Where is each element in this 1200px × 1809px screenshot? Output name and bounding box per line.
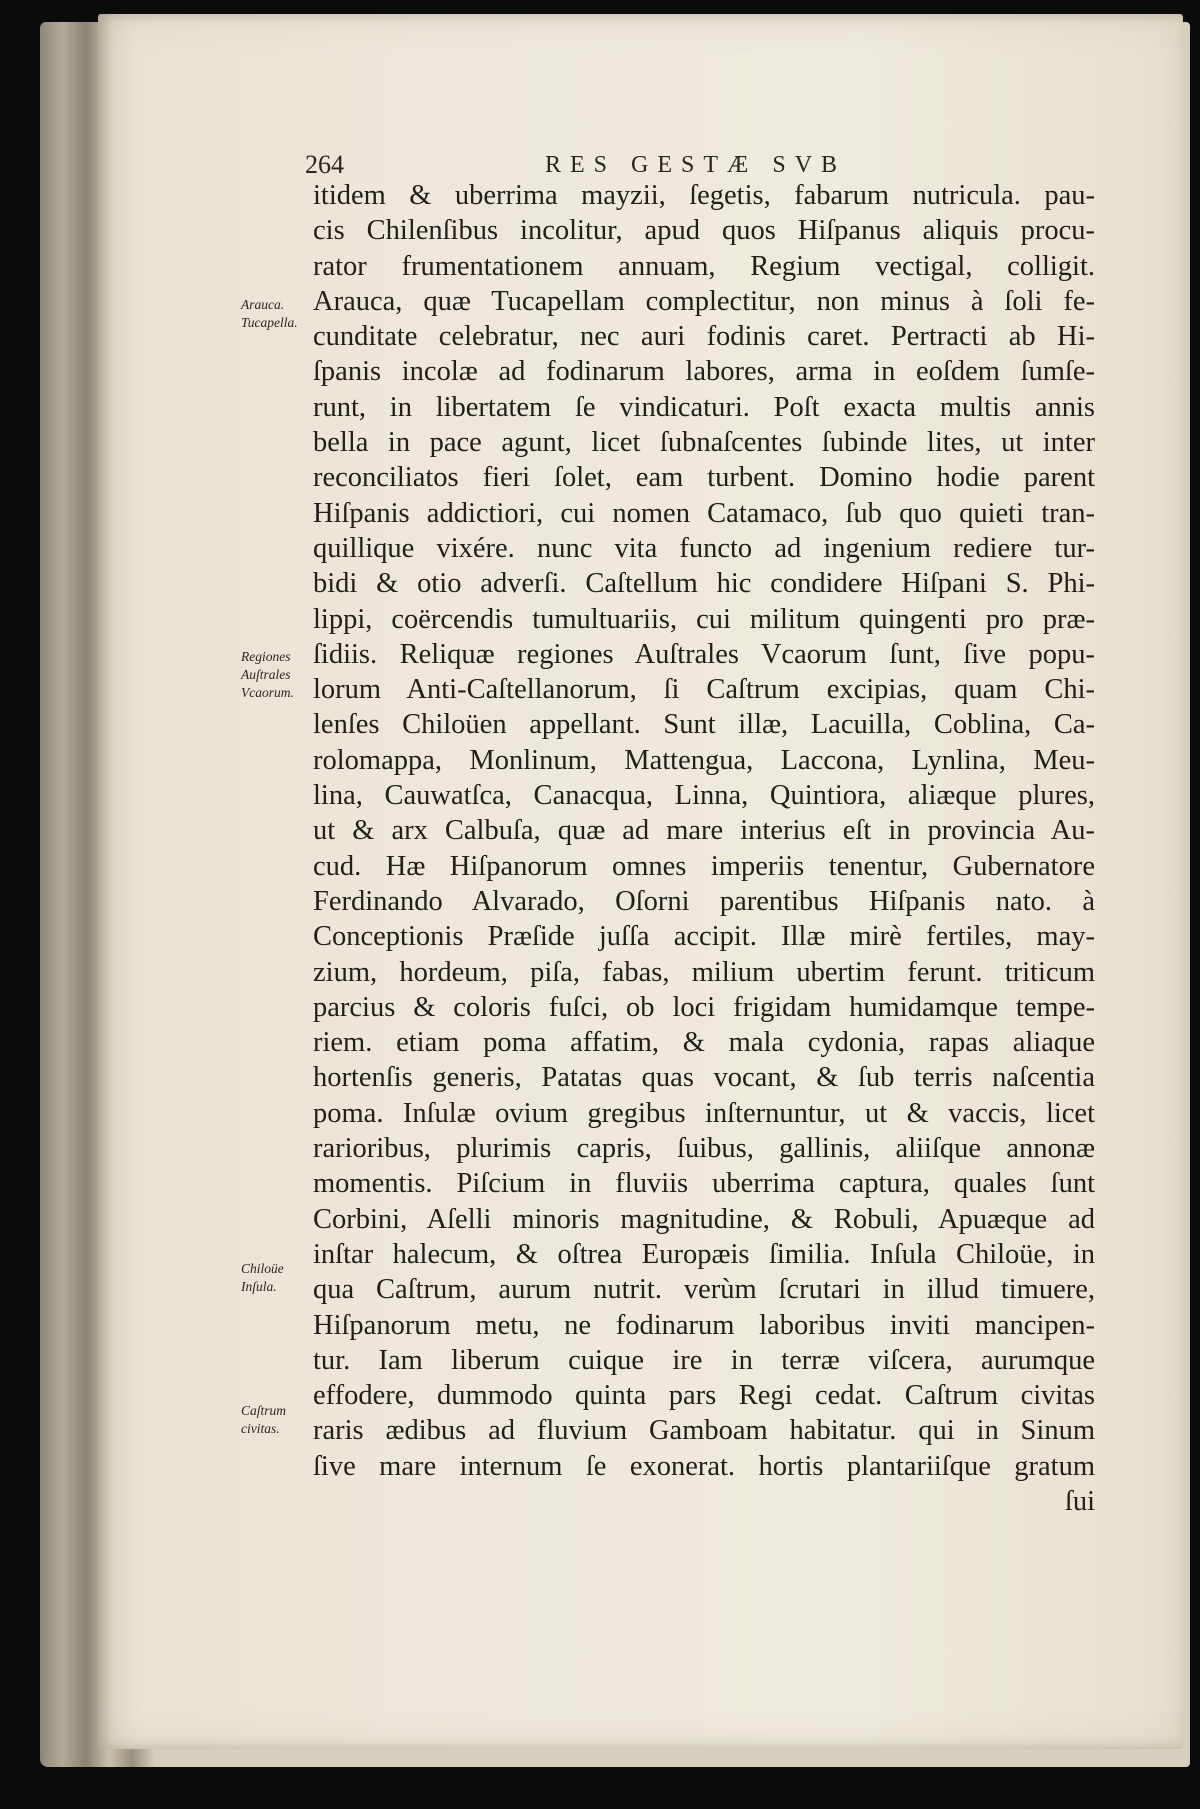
text-line: cis Chilenſibus incolitur, apud quos Hiſpanus aliquis procu-	[313, 215, 1095, 247]
text-line: rator frumentationem annuam, Regium vectigal, colligit.	[313, 250, 1095, 282]
text-line: parcius & coloris fuſci, ob loci frigidam humidamque tempe-	[313, 991, 1095, 1023]
margin-note-castrum	[241, 1402, 309, 1438]
text-line: qua Caſtrum, aurum nutrit. verùm ſcrutari in illud timuere,	[313, 1274, 1095, 1306]
text-line: hortenſis generis, Patatas quas vocant, & ſub terris naſcentia	[313, 1062, 1095, 1094]
text-line: momentis. Piſcium in fluviis uberrima captura, quales ſunt	[313, 1168, 1095, 1200]
text-line: cunditate celebratur, nec auri fodinis caret. Pertracti ab Hi-	[313, 321, 1095, 353]
catchword: ſui	[1064, 1485, 1095, 1517]
text-line: riem. etiam poma affatim, & mala cydonia, rapas aliaque	[313, 1027, 1095, 1059]
body-text	[313, 178, 1095, 1519]
text-line: lippi, coërcendis tumultuariis, cui militum quingenti pro præ-	[313, 603, 1095, 635]
text-line: Conceptionis Præſide juſſa accipit. Illæ mirè fertiles, may-	[313, 921, 1095, 953]
text-line: poma. Inſulæ ovium gregibus inſternuntur, ut & vaccis, licet	[313, 1097, 1095, 1129]
margin-note-line: Tucapella.	[241, 315, 298, 330]
margin-note-line: Chiloüe	[241, 1261, 284, 1276]
text-line: runt, in libertatem ſe vindicaturi. Poſt exacta multis annis	[313, 391, 1095, 423]
text-line: itidem & uberrima mayzii, ſegetis, fabarum nutricula. pau-	[313, 180, 1095, 211]
margin-note-line: Caſtrum	[241, 1403, 287, 1418]
margin-note-arauca	[241, 296, 309, 332]
text-line: Hiſpanorum metu, ne fodinarum laboribus inviti mancipen-	[313, 1309, 1095, 1341]
margin-note-regiones	[241, 648, 309, 702]
margin-note-line: Auſtrales	[241, 667, 291, 682]
text-line: lina, Cauwatſca, Canacqua, Linna, Quintiora, aliæque plures,	[313, 780, 1095, 812]
margin-note-line: civitas.	[241, 1421, 280, 1436]
text-line: ſidiis. Reliquæ regiones Auſtrales Vcaorum ſunt, ſive popu-	[313, 638, 1095, 670]
text-line: Hiſpanis addictiori, cui nomen Catamaco, ſub quo quieti tran-	[313, 497, 1095, 529]
margin-note-chiloue	[241, 1260, 309, 1296]
text-line: effodere, dummodo quinta pars Regi cedat. Caſtrum civitas	[313, 1380, 1095, 1412]
page-number: 264	[305, 150, 344, 179]
margin-note-line: Inſula.	[241, 1279, 277, 1294]
text-line: reconciliatos fieri ſolet, eam turbent. Domino hodie parent	[313, 462, 1095, 494]
text-line: quillique vixére. nunc vita functo ad ingenium rediere tur-	[313, 532, 1095, 564]
text-line: inſtar halecum, & oſtrea Europæis ſimilia. Inſula Chiloüe, in	[313, 1238, 1095, 1270]
margin-note-line: Vcaorum.	[241, 685, 294, 700]
text-line: ſive mare internum ſe exonerat. hortis plantariiſque gratum	[313, 1450, 1095, 1482]
text-line: bidi & otio adverſi. Caſtellum hic condidere Hiſpani S. Phi-	[313, 568, 1095, 600]
text-line: Arauca, quæ Tucapellam complectitur, non minus à ſoli fe-	[313, 285, 1095, 317]
text-line: Corbini, Aſelli minoris magnitudine, & Robuli, Apuæque ad	[313, 1203, 1095, 1235]
text-line: ſpanis incolæ ad fodinarum labores, arma in eoſdem ſumſe-	[313, 356, 1095, 388]
text-line: Ferdinando Alvarado, Oſorni parentibus Hiſpanis nato. à	[313, 885, 1095, 917]
text-line: rarioribus, plurimis capris, ſuibus, gallinis, aliiſque annonæ	[313, 1133, 1095, 1165]
running-title: RES GESTÆ SVB	[545, 152, 847, 178]
text-line: zium, hordeum, piſa, fabas, milium ubertim ferunt. triticum	[313, 956, 1095, 988]
text-line: rolomappa, Monlinum, Mattengua, Laccona, Lynlina, Meu-	[313, 744, 1095, 776]
margin-note-line: Arauca.	[241, 297, 285, 312]
text-line: ut & arx Calbuſa, quæ ad mare interius eſt in provincia Au-	[313, 815, 1095, 847]
text-line: bella in pace agunt, licet ſubnaſcentes ſubinde lites, ut inter	[313, 427, 1095, 459]
text-line: lorum Anti-Caſtellanorum, ſi Caſtrum excipias, quam Chi-	[313, 674, 1095, 706]
text-line: cud. Hæ Hiſpanorum omnes imperiis tenentur, Gubernatore	[313, 850, 1095, 882]
text-line: tur. Iam liberum cuique ire in terræ viſcera, aurumque	[313, 1344, 1095, 1376]
text-line: raris ædibus ad fluvium Gamboam habitatur. qui in Sinum	[313, 1415, 1095, 1447]
text-line: lenſes Chiloüen appellant. Sunt illæ, Lacuilla, Coblina, Ca-	[313, 709, 1095, 741]
margin-note-line: Regiones	[241, 649, 291, 664]
